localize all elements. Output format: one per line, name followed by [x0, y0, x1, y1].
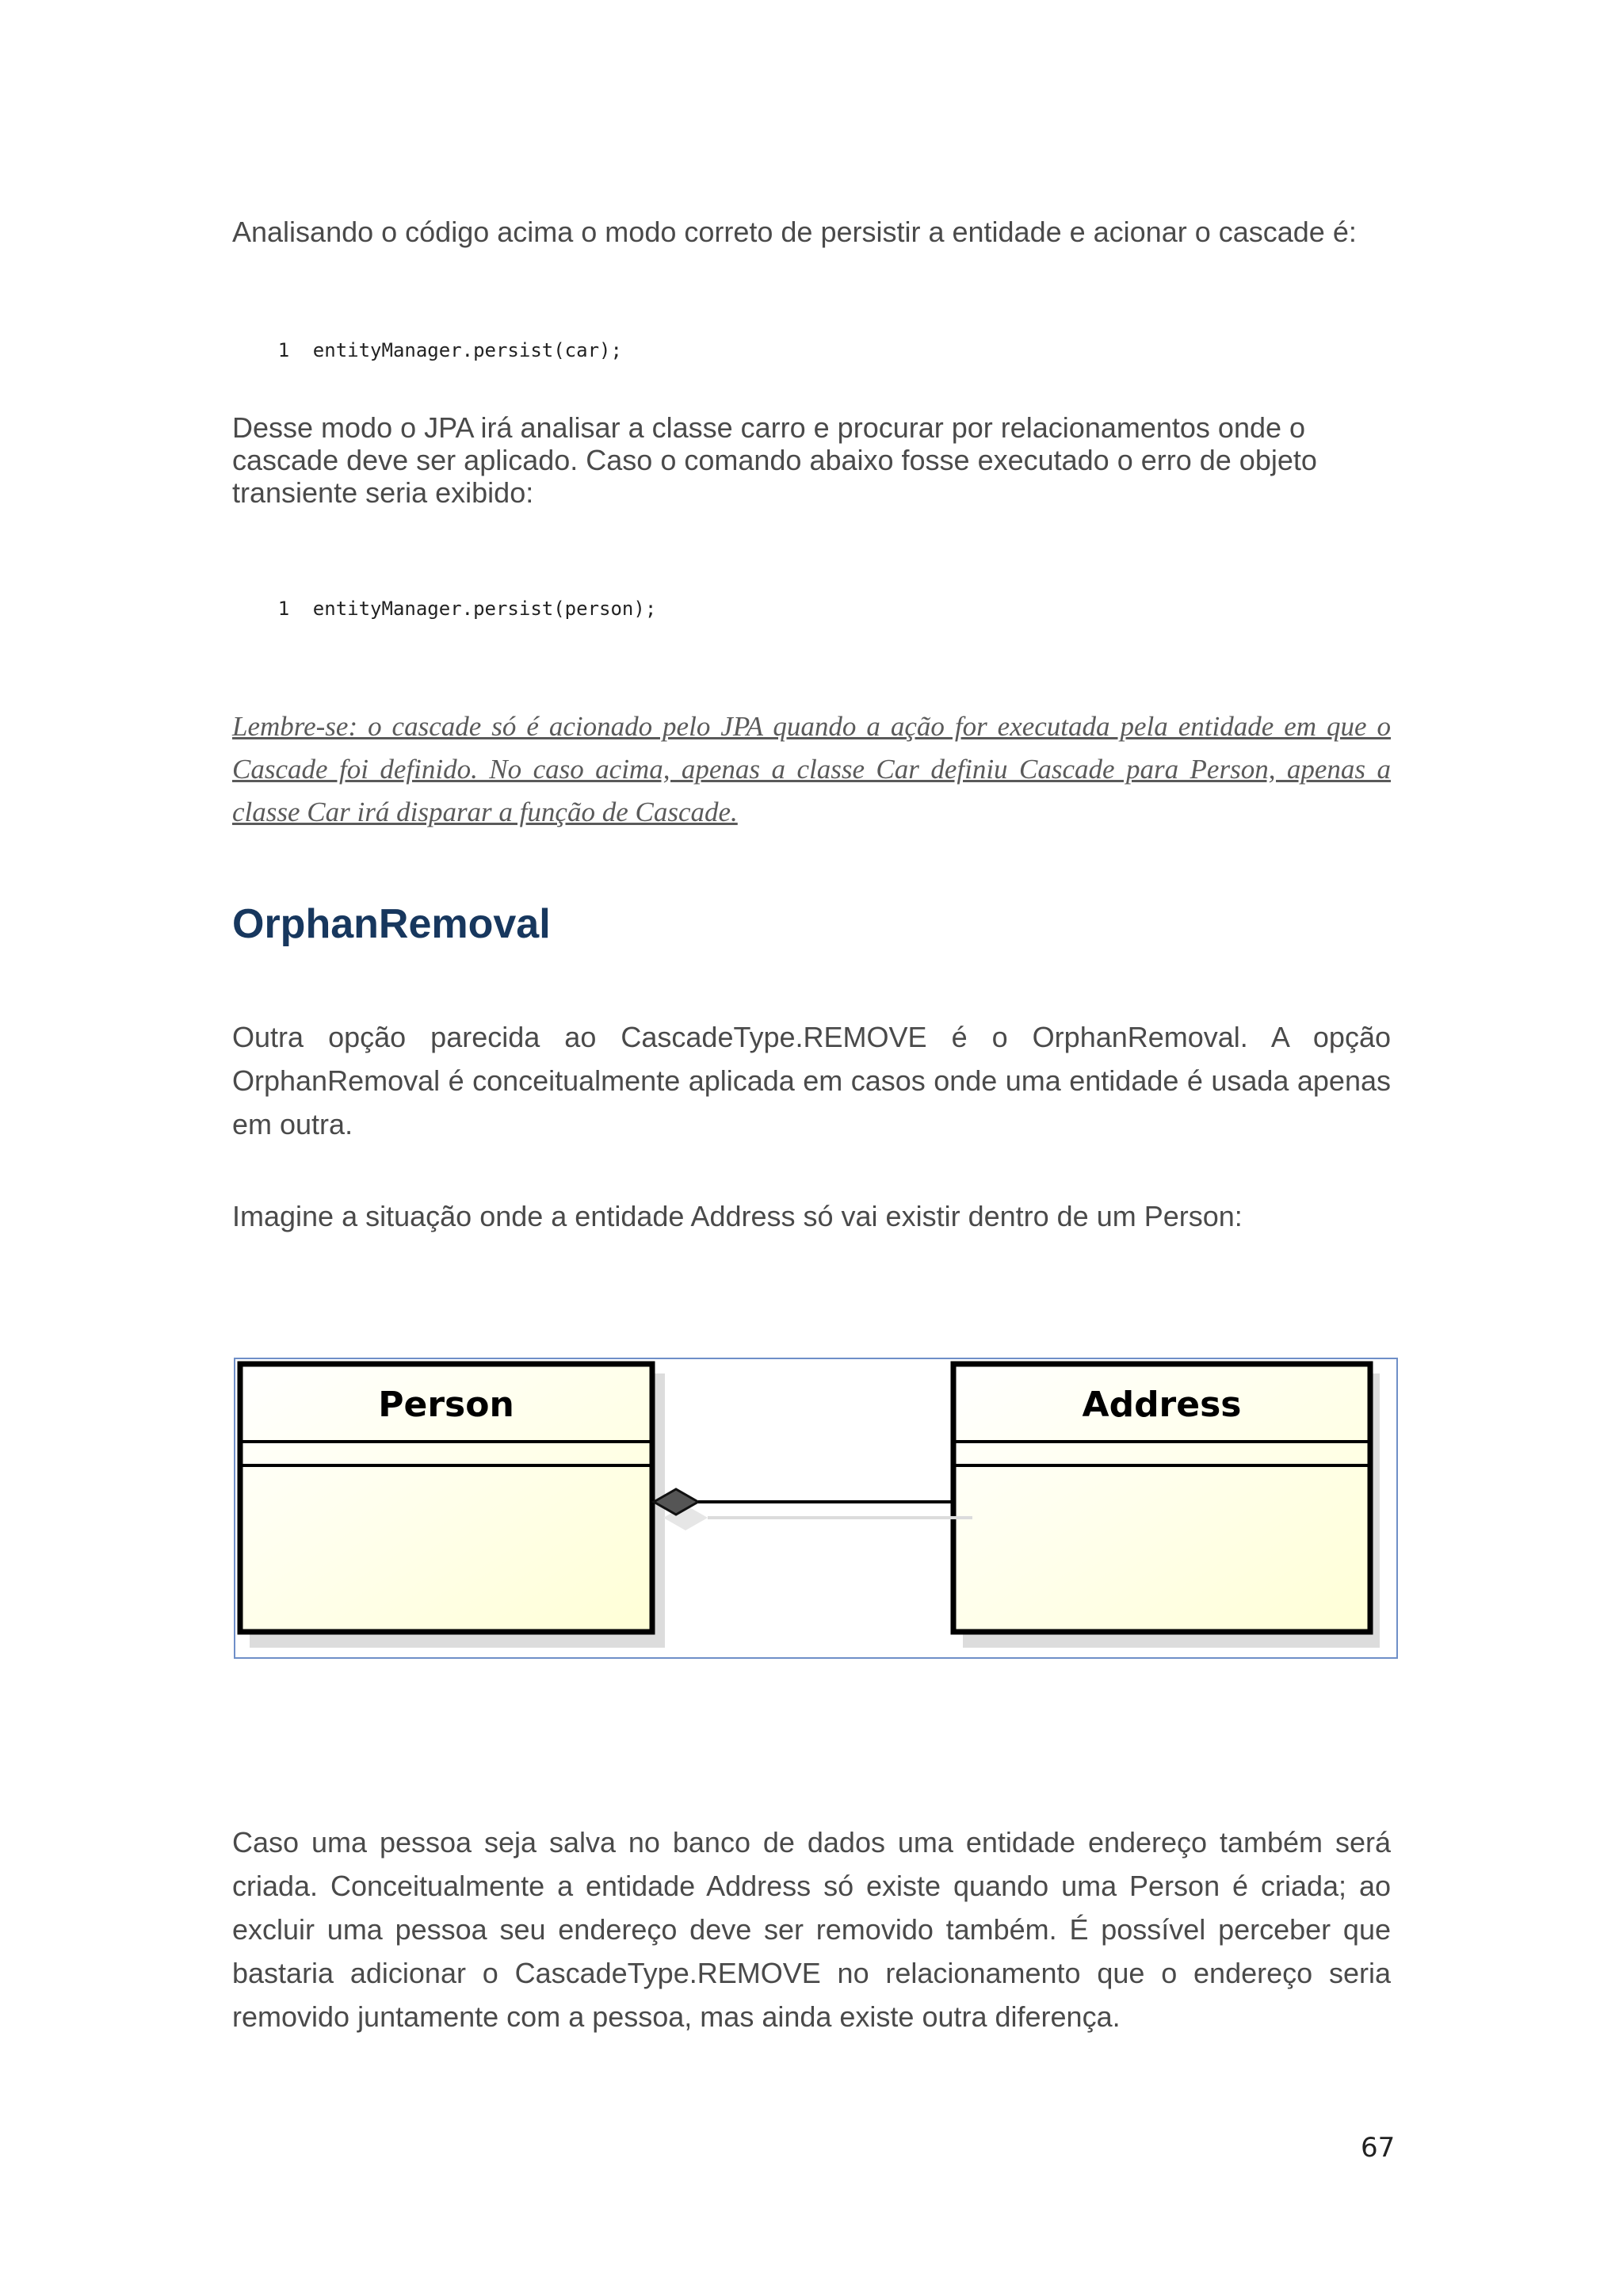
code-snippet-persist-car — [232, 317, 622, 384]
uml-diagram — [234, 1358, 1398, 1659]
code-text: entityManager.persist(car); — [312, 339, 622, 361]
address-class-name: Address — [1082, 1385, 1242, 1425]
page-number: 67 — [1361, 2132, 1396, 2164]
paragraph-imagine: Imagine a situação onde a entidade Address só vai existir dentro de um Person: — [232, 1200, 1243, 1232]
uml-diagram-svg — [235, 1359, 1396, 1657]
address-class-box — [953, 1364, 1380, 1648]
section-heading: OrphanRemoval — [232, 901, 551, 947]
code-line-number: 1 — [277, 339, 290, 361]
paragraph-conclusion: Caso uma pessoa seja salva no banco de dados uma entidade endereço também será criada. Conceitualmente a entidade Address só existe quando uma Person é criada; ao excluir uma pessoa seu endereço deve ser removido também. É possível perceber que bastaria adicionar o CascadeType.REMOVE no relacionamento que o endereço seria removido juntamente com a pessoa, mas ainda existe outra diferença. — [232, 1826, 1391, 2033]
paragraph-jpa-analysis: Desse modo o JPA irá analisar a classe carro e procurar por relacionamentos onde o cascade deve ser aplicado. Caso o comando abaixo fosse executado o erro de objeto transiente seria exibido: — [232, 411, 1317, 509]
code-line-number: 1 — [277, 598, 290, 620]
person-class-box — [240, 1364, 665, 1648]
paragraph-orphanremoval-intro: Outra opção parecida ao CascadeType.REMOVE é o OrphanRemoval. A opção OrphanRemoval é conceitualmente aplicada em casos onde uma entidade é usada apenas em outra. — [232, 1021, 1391, 1140]
code-text: entityManager.persist(person); — [312, 598, 657, 620]
reminder-note: Lembre-se: o cascade só é acionado pelo JPA quando a ação for executada pela entidade em que o Cascade foi definido. No caso acima, apenas a classe Car definiu Cascade para Person, apenas a classe Car irá disparar a função de Cascade. — [232, 711, 1391, 827]
person-class-name: Person — [378, 1385, 514, 1425]
code-snippet-persist-person — [232, 575, 656, 642]
intro-paragraph: Analisando o código acima o modo correto de persistir a entidade e acionar o cascade é: — [232, 216, 1357, 248]
aggregation-connector — [654, 1489, 972, 1530]
